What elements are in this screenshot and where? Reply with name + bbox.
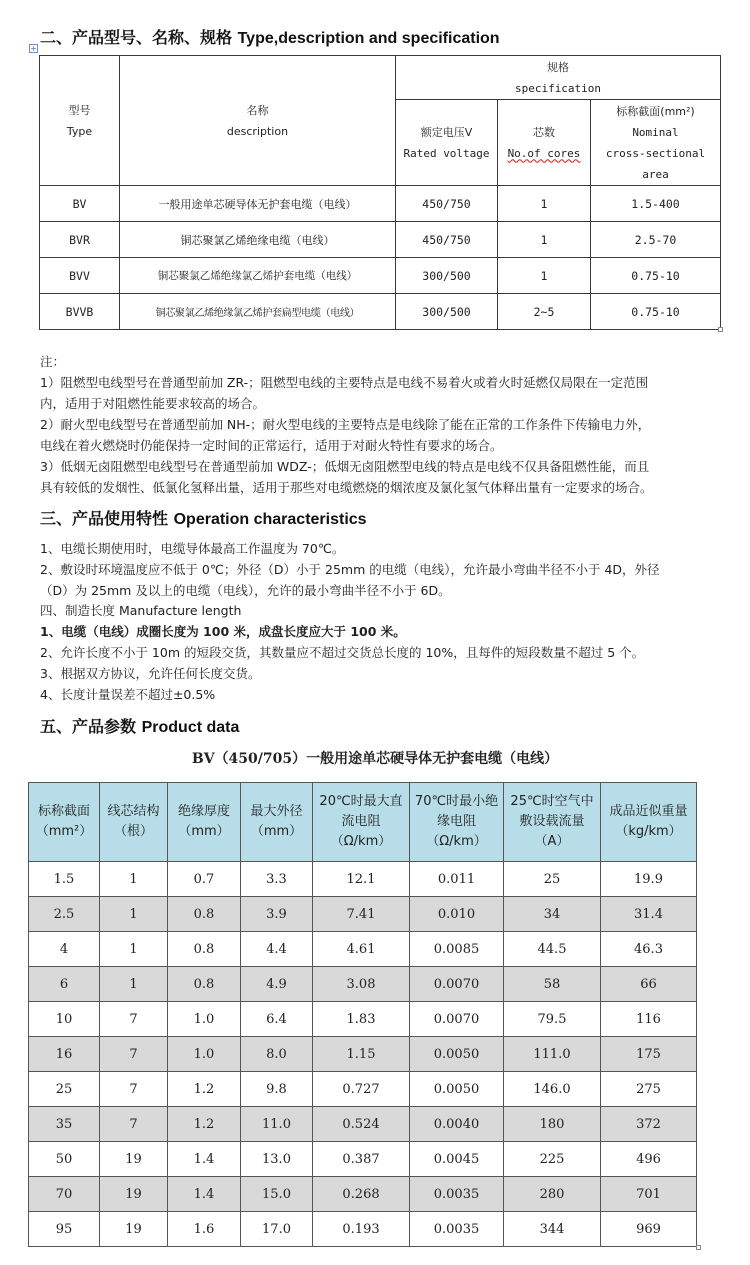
table-cell: 225 (504, 1142, 601, 1177)
table-cell: 1 (100, 897, 168, 932)
section-2-title-cn: 二、产品型号、名称、规格 (40, 28, 233, 47)
table-cell: 35 (29, 1107, 100, 1142)
product-table-header-row (29, 783, 697, 862)
table-cell: 0.0035 (410, 1212, 504, 1247)
name-header: 名称 description (120, 56, 396, 186)
table-row (29, 967, 697, 1002)
column-header: 25℃时空气中 敷设载流量 （A） (504, 783, 601, 862)
table-cell: 7 (100, 1002, 168, 1037)
table-cell: 111.0 (504, 1037, 601, 1072)
column-header: 绝缘厚度 （mm） (168, 783, 241, 862)
table-row (29, 1002, 697, 1037)
section-5-title-cn: 五、产品参数 (40, 717, 137, 736)
spec-table (39, 55, 721, 330)
table-cell: 46.3 (601, 932, 697, 967)
table-cell: 58 (504, 967, 601, 1002)
table-cell: 13.0 (241, 1142, 313, 1177)
table-cell: 7 (100, 1072, 168, 1107)
table-cell: 344 (504, 1212, 601, 1247)
table-cell: 0.8 (168, 932, 241, 967)
table-cell: 31.4 (601, 897, 697, 932)
table-cell: 19.9 (601, 862, 697, 897)
table-cell: 25 (504, 862, 601, 897)
column-header: 20℃时最大直 流电阻 （Ω/km） (313, 783, 410, 862)
table-cell: 3.3 (241, 862, 313, 897)
table-cell: 7.41 (313, 897, 410, 932)
product-table-title: BV（450/705）一般用途单芯硬导体无护套电缆（电线） (191, 751, 559, 767)
table-row (29, 1212, 697, 1247)
table-cell: 116 (601, 1002, 697, 1037)
section-2-heading (40, 25, 500, 48)
table-cell: 1 (100, 967, 168, 1002)
table-cell: 0.8 (168, 967, 241, 1002)
table-cell: 1.5 (29, 862, 100, 897)
table-cell: 0.7 (168, 862, 241, 897)
table-cell: 3.9 (241, 897, 313, 932)
area-header: 标称截面(mm²) Nominal cross-sectional area (591, 100, 721, 186)
table-cell: 1 (100, 932, 168, 967)
table-cell: 0.011 (410, 862, 504, 897)
table-row (29, 862, 697, 897)
table-cell: 1.15 (313, 1037, 410, 1072)
table-cell: 1.0 (168, 1002, 241, 1037)
table-cell: 0.0070 (410, 1002, 504, 1037)
table-cell: 0.010 (410, 897, 504, 932)
table-cell: 1.2 (168, 1072, 241, 1107)
table-cell: 372 (601, 1107, 697, 1142)
section-5-title-en: Product data (141, 719, 240, 736)
table-cell: 0.387 (313, 1142, 410, 1177)
table-cell: 0.727 (313, 1072, 410, 1107)
table-cell: 1.2 (168, 1107, 241, 1142)
table-cell: 44.5 (504, 932, 601, 967)
section-3-heading (40, 506, 367, 529)
table-cell: 175 (601, 1037, 697, 1072)
table-cell: 6 (29, 967, 100, 1002)
spec-row: BVV 铜芯聚氯乙烯绝缘氯乙烯护套电缆（电线） 300/500 1 0.75-10 (40, 258, 721, 294)
table-cell: 0.0040 (410, 1107, 504, 1142)
table-cell: 4 (29, 932, 100, 967)
table-cell: 19 (100, 1212, 168, 1247)
table-cell: 0.0035 (410, 1177, 504, 1212)
table-cell: 4.61 (313, 932, 410, 967)
voltage-header: 额定电压V Rated voltage (396, 100, 498, 186)
section-4-heading: 四、制造长度 Manufacture length (40, 603, 242, 618)
spec-row: BVVB 铜芯聚氯乙烯绝缘氯乙烯护套扁型电缆（电线） 300/500 2~5 0.75-10 (40, 294, 721, 330)
table-cell: 7 (100, 1107, 168, 1142)
table-resize-handle[interactable] (718, 327, 723, 332)
table-cell: 66 (601, 967, 697, 1002)
notes-block: 注： 1）阻燃型电线型号在普通型前加 ZR-；阻燃型电线的主要特点是电线不易着火或着火时延燃仅局限在一定范围 内，适用于对阻燃性能要求较高的场合。 2）耐火型电线型号在普通型前加 NH-；耐火型电线的主要特点是电线除了能在正常的工作条件下传输电力外， 电线在着火燃烧时仍能保持一定时间的正常运行，适用于对耐火特性有要求的场合。 3）低烟无卤阻燃型电线型号在普通型前加 WDZ-；低烟无卤阻燃型电线的特点是电线不仅具备阻燃性能，而且 具有较低的发烟性、低氯化氢释出量，适用于那些对电缆燃烧的烟浓度及氯化氢气体释出量有一定要求的场合。 (40, 354, 653, 495)
table-cell: 6.4 (241, 1002, 313, 1037)
table-cell: 19 (100, 1142, 168, 1177)
table-cell: 70 (29, 1177, 100, 1212)
table-row (29, 1072, 697, 1107)
table-row (29, 1107, 697, 1142)
column-header: 成品近似重量 （kg/km） (601, 783, 697, 862)
table-cell: 12.1 (313, 862, 410, 897)
table-cell: 275 (601, 1072, 697, 1107)
table-cell: 1.4 (168, 1177, 241, 1212)
table-row (29, 1142, 697, 1177)
manufacture-block: 1、电缆（电线）成圈长度为 100 米，成盘长度应大于 100 米。 2、允许长度不小于 10m 的短段交货，其数量应不超过交货总长度的 10%，且每件的短段数量不超过 5 个。 3、根据双方协议，允许任何长度交货。 4、长度计量误差不超过±0.5% (40, 624, 645, 702)
product-table (28, 782, 697, 1247)
table-cell: 0.0070 (410, 967, 504, 1002)
spec-row: BVR 铜芯聚氯乙烯绝缘电缆（电线） 450/750 1 2.5-70 (40, 222, 721, 258)
table-cell: 969 (601, 1212, 697, 1247)
table-cell: 3.08 (313, 967, 410, 1002)
section-5-heading (40, 714, 239, 737)
table-cell: 701 (601, 1177, 697, 1212)
table-cell: 4.9 (241, 967, 313, 1002)
table-cell: 0.0050 (410, 1037, 504, 1072)
table-cell: 1.83 (313, 1002, 410, 1037)
table-cell: 0.0045 (410, 1142, 504, 1177)
table-cell: 0.193 (313, 1212, 410, 1247)
type-header: 型号 Type (40, 56, 120, 186)
operation-block: 1、电缆长期使用时，电缆导体最高工作温度为 70℃。 2、敷设时环境温度应不低于 0℃；外径（D）小于 25mm 的电缆（电线），允许最小弯曲半径不小于 4D，外径 （D）为 25mm 及以上的电缆（电线），允许的最小弯曲半径不小于 6D。 (40, 541, 660, 598)
table-cell: 34 (504, 897, 601, 932)
table-cell: 1.0 (168, 1037, 241, 1072)
table-cell: 9.8 (241, 1072, 313, 1107)
column-header: 70℃时最小绝 缘电阻 （Ω/km） (410, 783, 504, 862)
table-cell: 1.4 (168, 1142, 241, 1177)
table-cell: 95 (29, 1212, 100, 1247)
section-3-title-cn: 三、产品使用特性 (40, 509, 169, 528)
table-cell: 19 (100, 1177, 168, 1212)
table-row (29, 1177, 697, 1212)
table-cell: 79.5 (504, 1002, 601, 1037)
table-cell: 10 (29, 1002, 100, 1037)
spec-row: BV 一般用途单芯硬导体无护套电缆（电线） 450/750 1 1.5-400 (40, 186, 721, 222)
spec-header: 规格 specification (396, 56, 721, 100)
table-row (29, 897, 697, 932)
column-header: 最大外径 （mm） (241, 783, 313, 862)
table-cell: 2.5 (29, 897, 100, 932)
cores-header: 芯数 No.of cores (498, 100, 591, 186)
section-2-title-en: Type,description and specification (237, 30, 500, 47)
table-cell: 0.524 (313, 1107, 410, 1142)
section-3-title-en: Operation characteristics (173, 511, 367, 528)
table-cell: 1.6 (168, 1212, 241, 1247)
table-cell: 1 (100, 862, 168, 897)
table-row (29, 932, 697, 967)
table-cell: 15.0 (241, 1177, 313, 1212)
table-cell: 180 (504, 1107, 601, 1142)
table-cell: 7 (100, 1037, 168, 1072)
table-cell: 11.0 (241, 1107, 313, 1142)
column-header: 线芯结构 （根） (100, 783, 168, 862)
table-cell: 280 (504, 1177, 601, 1212)
table-cell: 0.268 (313, 1177, 410, 1212)
column-header: 标称截面 （mm²） (29, 783, 100, 862)
table-cell: 0.8 (168, 897, 241, 932)
table-cell: 25 (29, 1072, 100, 1107)
table-cell: 8.0 (241, 1037, 313, 1072)
table-move-handle-icon[interactable]: + (30, 44, 37, 53)
table-cell: 16 (29, 1037, 100, 1072)
table-cell: 4.4 (241, 932, 313, 967)
table-cell: 0.0050 (410, 1072, 504, 1107)
table-cell: 17.0 (241, 1212, 313, 1247)
table-cell: 50 (29, 1142, 100, 1177)
table-resize-handle-2[interactable] (696, 1245, 701, 1250)
table-cell: 496 (601, 1142, 697, 1177)
table-cell: 0.0085 (410, 932, 504, 967)
table-cell: 146.0 (504, 1072, 601, 1107)
table-row (29, 1037, 697, 1072)
